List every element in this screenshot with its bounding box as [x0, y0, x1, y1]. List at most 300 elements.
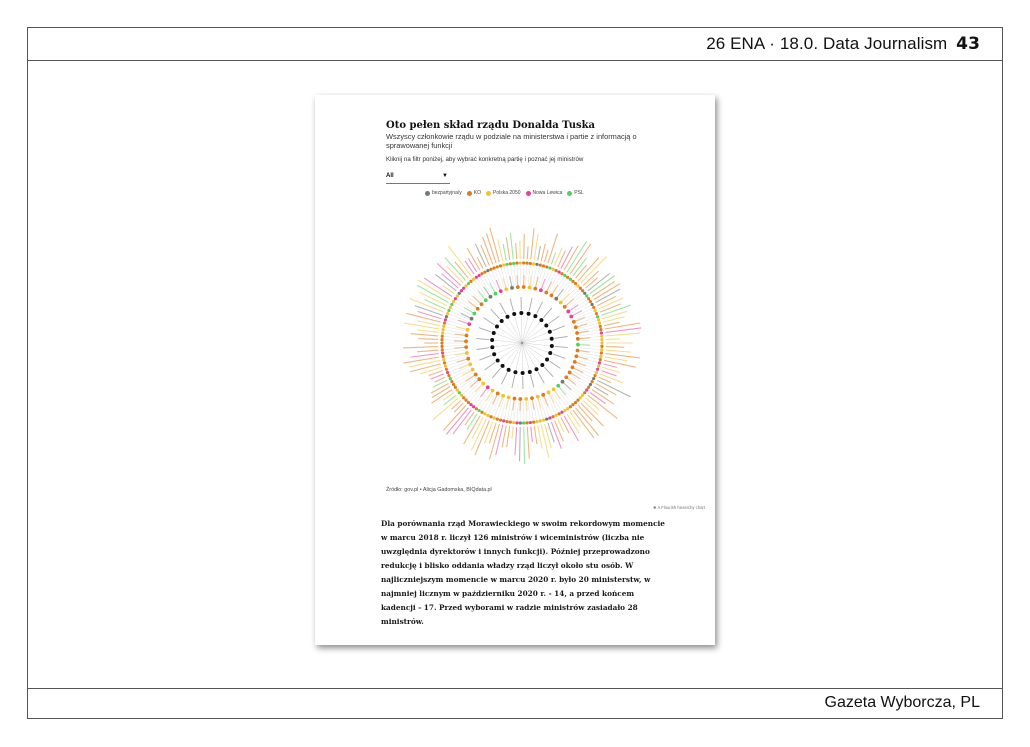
leaf-node — [542, 264, 545, 267]
leaf-node — [452, 300, 455, 303]
legend-item[interactable] — [467, 190, 481, 196]
leaf-label-mark — [444, 395, 456, 405]
leaf-link — [569, 377, 586, 389]
article-body: Dla porównania rząd Morawieckiego w swoim rekordowym momencie w marcu 2018 r. liczył 126 ministrów i wiceministrów (liczba nie uwzględnia dyrektorów i innych funkcji). Później przeprowadzono redukcję i blisko oddania władzy rząd liczył około stu osób. W najliczniejszym momencie w marcu 2020 r. było 20 ministerstw, w najmniej licznym w październiku 2020 r. - 14, a przed końcem kadencji - 17. Przed wyborami w radzie ministrów zasiadało 28 ministrów. — [381, 519, 665, 626]
leaf-link — [447, 317, 467, 324]
leaf-node — [585, 388, 588, 391]
leaf-node — [443, 361, 446, 364]
ministry-node — [507, 368, 511, 372]
ministry-node — [492, 352, 496, 356]
leaf-label-mark — [570, 412, 580, 427]
leaf-label-mark — [446, 408, 468, 435]
leaf-node — [599, 325, 602, 328]
leaf-label-mark — [603, 364, 617, 367]
leaf-link — [578, 320, 598, 326]
leaf-node — [535, 420, 538, 423]
leaf-label-mark — [606, 350, 631, 352]
leaf-node — [598, 322, 601, 325]
leaf-link — [580, 340, 601, 341]
leaf-link — [467, 287, 482, 302]
leaf-label-mark — [465, 412, 474, 425]
leaf-node — [545, 417, 548, 420]
leaf-label-mark — [545, 250, 548, 262]
leaf-node — [569, 278, 572, 281]
leaf-link — [580, 336, 601, 338]
leaf-node — [475, 276, 478, 279]
leaf-link — [456, 299, 473, 311]
party-label-mark — [538, 397, 541, 409]
leaf-label-mark — [538, 426, 542, 449]
leaf-label-mark — [600, 374, 623, 383]
ministry-node — [506, 315, 510, 319]
ministry-label-mark — [501, 373, 507, 385]
leaf-node — [539, 264, 542, 267]
leaf-label-mark — [424, 300, 445, 309]
leaf-node — [458, 292, 461, 295]
leaf-link — [572, 373, 590, 384]
ministry-node — [550, 344, 554, 348]
leaf-node — [587, 297, 590, 300]
leaf-link — [447, 362, 467, 369]
ministry-label-mark — [529, 298, 532, 311]
article-subtitle: Wszyscy członkowie rządu w podziale na ministerstwa i partie z informacją o sprawowanej funkcji — [386, 132, 637, 150]
leaf-label-mark — [417, 350, 438, 352]
party-label-mark — [561, 294, 569, 303]
leaf-link — [467, 384, 482, 399]
leaf-label-mark — [604, 322, 619, 325]
leaf-link — [561, 284, 575, 300]
leaf-node — [554, 414, 557, 417]
leaf-label-mark — [467, 414, 477, 430]
legend-swatch — [526, 191, 531, 196]
leaf-node — [458, 391, 461, 394]
leaf-label-mark — [551, 252, 555, 264]
leaf-node — [539, 419, 542, 422]
leaf-label-mark — [445, 258, 466, 281]
leaf-link — [561, 386, 575, 402]
leaf-node — [597, 318, 600, 321]
leaf-label-mark — [410, 354, 438, 358]
leaf-node — [452, 383, 455, 386]
slide-header — [28, 28, 1002, 61]
leaf-label-mark — [512, 427, 513, 440]
leaf-node — [450, 303, 453, 306]
leaf-link — [464, 289, 479, 303]
leaf-node — [583, 391, 586, 394]
leaf-node — [585, 294, 588, 297]
party-label-mark — [458, 320, 469, 324]
ministry-label-mark — [512, 375, 515, 388]
party-label-mark — [578, 338, 590, 339]
leaf-label-mark — [548, 234, 558, 263]
ministry-label-mark — [476, 338, 489, 339]
leaf-label-mark — [590, 276, 615, 294]
ministry-node — [512, 312, 516, 316]
party-label-mark — [517, 275, 518, 287]
leaf-link — [477, 278, 489, 295]
leaf-link — [469, 386, 483, 402]
ministry-node — [519, 311, 523, 315]
leaf-label-mark — [555, 420, 564, 441]
leaf-node — [595, 371, 598, 374]
leaf-node — [475, 407, 478, 410]
party-label-mark — [510, 276, 512, 288]
leaf-node — [486, 414, 489, 417]
leaf-label-mark — [534, 426, 537, 444]
leaf-node — [551, 268, 554, 271]
legend-label: bezpartyjna/y — [432, 190, 462, 196]
legend-item[interactable] — [486, 190, 521, 196]
leaf-label-mark — [524, 427, 525, 464]
leaf-link — [517, 401, 518, 422]
leaf-link — [458, 377, 475, 389]
leaf-node — [478, 409, 481, 412]
leaf-node — [446, 371, 449, 374]
party-label-mark — [454, 347, 466, 348]
party-node — [572, 320, 576, 324]
leaf-link — [579, 327, 600, 331]
flourish-credit-text: A Flourish hierarchy chart — [657, 505, 705, 510]
leaf-node — [587, 386, 590, 389]
leaf-node — [592, 306, 595, 309]
leaf-link — [559, 282, 572, 298]
ministry-link — [521, 313, 522, 343]
leaf-label-mark — [527, 427, 529, 459]
party-legend — [425, 190, 625, 196]
leaf-label-mark — [417, 285, 448, 302]
party-label-mark — [558, 386, 566, 395]
leaf-label-mark — [403, 347, 438, 348]
leaf-node — [592, 377, 595, 380]
leaf-node — [444, 318, 447, 321]
ministry-node — [548, 330, 552, 334]
leaf-node — [563, 409, 566, 412]
leaf-link — [443, 340, 464, 341]
leaf-label-mark — [558, 251, 566, 267]
leaf-link — [567, 379, 583, 392]
party-node — [468, 362, 472, 366]
leaf-link — [577, 317, 597, 324]
ministry-label-mark — [543, 308, 551, 318]
leaf-node — [447, 374, 450, 377]
leaf-label-mark — [443, 392, 454, 400]
ministry-link — [522, 339, 552, 343]
leaf-link — [567, 294, 583, 307]
leaf-link — [462, 381, 478, 395]
ministry-link — [522, 314, 529, 343]
leaf-link — [444, 330, 465, 334]
leaf-label-mark — [443, 405, 465, 430]
leaf-link — [553, 392, 564, 410]
leaf-node — [597, 365, 600, 368]
leaf-label-mark — [605, 328, 641, 333]
leaf-node — [496, 417, 499, 420]
ministry-node — [527, 312, 531, 316]
leaf-node — [557, 412, 560, 415]
leaf-link — [530, 265, 533, 286]
leaf-node — [449, 377, 452, 380]
leaf-link — [469, 284, 483, 300]
leaf-label-mark — [606, 347, 624, 348]
leaf-label-mark — [454, 403, 463, 412]
ministry-label-mark — [510, 299, 513, 312]
leaf-node — [499, 264, 502, 267]
legend-label: Nowa Lewica — [532, 190, 563, 196]
leaf-node — [472, 405, 475, 408]
leaf-node — [480, 272, 483, 275]
leaf-label-mark — [410, 364, 441, 372]
leaf-node — [472, 278, 475, 281]
leaf-link — [514, 264, 516, 285]
leaf-link — [553, 276, 564, 294]
leaf-node — [489, 268, 492, 271]
leaf-link — [445, 355, 466, 359]
leaf-label-mark — [531, 427, 533, 442]
ministry-node — [534, 367, 538, 371]
footer-source: Gazeta Wyborcza, PL — [824, 694, 980, 711]
leaf-link — [559, 388, 572, 404]
leaf-label-mark — [586, 278, 598, 289]
leaf-link — [542, 269, 549, 289]
leaf-label-mark — [431, 383, 448, 392]
filter-instruction: Kliknij na filtr poniżej, aby wybrać konkretną partię i poznać jej ministrów — [386, 156, 584, 163]
leaf-node — [598, 361, 601, 364]
leaf-label-mark — [605, 354, 640, 358]
leaf-link — [460, 379, 476, 392]
leaf-link — [501, 267, 507, 287]
ministry-node — [540, 363, 544, 367]
leaf-node — [478, 274, 481, 277]
leaf-node — [593, 374, 596, 377]
leaf-link — [566, 291, 582, 305]
leaf-link — [578, 357, 598, 362]
leaf-node — [444, 365, 447, 368]
page-number: 43 — [956, 34, 980, 54]
slide-footer — [28, 688, 1002, 718]
legend-item[interactable] — [567, 190, 583, 196]
leaf-link — [564, 383, 579, 397]
leaf-node — [483, 271, 486, 274]
legend-swatch — [486, 191, 491, 196]
leaf-node — [449, 306, 452, 309]
leaf-link — [528, 401, 530, 422]
leaf-node — [499, 418, 502, 421]
leaf-link — [579, 353, 600, 357]
leaf-label-mark — [516, 243, 517, 259]
leaf-node — [599, 358, 602, 361]
leaf-node — [447, 309, 450, 312]
ministry-label-mark — [479, 328, 491, 332]
ministry-label-mark — [553, 354, 565, 358]
leaf-label-mark — [453, 410, 471, 434]
leaf-label-mark — [555, 248, 562, 266]
leaf-node — [569, 405, 572, 408]
ministry-link — [522, 332, 550, 343]
leaf-label-mark — [541, 244, 545, 261]
leaf-link — [557, 280, 570, 297]
ministry-label-mark — [476, 348, 489, 350]
chevron-down-icon: ▼ — [442, 173, 448, 179]
ministry-node — [490, 338, 494, 342]
leaf-link — [569, 297, 586, 309]
government-radial-chart — [400, 203, 645, 483]
leaf-link — [472, 282, 485, 298]
leaf-node — [486, 269, 489, 272]
ministry-label-mark — [537, 302, 543, 314]
leaf-link — [480, 276, 491, 294]
leaf-node — [566, 276, 569, 279]
legend-swatch — [467, 191, 472, 196]
leaf-label-mark — [507, 426, 510, 447]
flourish-credit[interactable]: ✱ A Flourish hierarchy chart — [653, 505, 705, 510]
leaf-label-mark — [531, 228, 534, 259]
leaf-link — [458, 297, 475, 309]
leaf-link — [443, 345, 464, 346]
leaf-label-mark — [510, 233, 513, 260]
leaf-label-mark — [506, 237, 509, 260]
leaf-node — [596, 315, 599, 318]
leaf-link — [494, 397, 501, 417]
leaf-link — [460, 294, 476, 307]
leaf-link — [472, 388, 485, 404]
leaf-node — [445, 315, 448, 318]
ministry-node — [492, 331, 496, 335]
ministry-link — [522, 343, 523, 373]
leaf-label-mark — [561, 417, 569, 433]
ministry-link — [498, 343, 522, 361]
legend-label: KO — [473, 190, 481, 196]
party-filter-dropdown[interactable] — [386, 173, 450, 184]
leaf-node — [548, 266, 551, 269]
leaf-label-mark — [578, 258, 599, 281]
ministry-label-mark — [544, 367, 553, 377]
leaf-node — [560, 272, 563, 275]
party-node — [470, 317, 474, 321]
party-node — [571, 365, 575, 369]
leaf-link — [443, 336, 464, 338]
leaf-node — [502, 419, 505, 422]
leaf-link — [577, 362, 597, 369]
leaf-node — [502, 264, 505, 267]
ministry-label-mark — [500, 303, 506, 314]
leaf-label-mark — [424, 278, 452, 297]
party-label-mark — [574, 317, 585, 322]
leaf-node — [509, 421, 512, 424]
leaf-node — [505, 420, 508, 423]
leaf-link — [446, 320, 466, 326]
leaf-node — [493, 266, 496, 269]
leaf-node — [591, 303, 594, 306]
legend-item[interactable] — [425, 190, 462, 196]
leaf-label-mark — [567, 241, 587, 272]
leaf-label-mark — [418, 339, 438, 340]
ministry-label-mark — [550, 361, 561, 368]
ministry-node — [490, 345, 494, 349]
leaf-link — [555, 391, 567, 408]
ministry-node — [521, 371, 525, 375]
party-node — [569, 315, 573, 319]
legend-label: Polska 2050 — [492, 190, 521, 196]
leaf-link — [444, 350, 465, 353]
leaf-node — [442, 355, 445, 358]
leaf-label-mark — [481, 245, 490, 265]
ministry-node — [548, 351, 552, 355]
leaf-label-mark — [496, 425, 503, 455]
leaf-node — [596, 368, 599, 371]
leaf-label-mark — [520, 427, 521, 461]
leaf-label-mark — [406, 313, 440, 322]
leaf-link — [580, 333, 601, 336]
ministry-link — [522, 325, 546, 343]
leaf-label-mark — [490, 228, 500, 262]
ministry-label-mark — [538, 372, 544, 383]
leaf-node — [589, 300, 592, 303]
leaf-node — [505, 263, 508, 266]
leaf-link — [510, 400, 513, 421]
legend-swatch — [425, 191, 430, 196]
ministry-node — [500, 319, 504, 323]
leaf-node — [591, 380, 594, 383]
leaf-label-mark — [581, 403, 603, 426]
leaf-link — [446, 360, 466, 366]
party-label-mark — [526, 399, 527, 411]
leaf-label-mark — [538, 246, 541, 260]
leaf-node — [446, 312, 449, 315]
leaf-label-mark — [411, 334, 439, 336]
leaf-label-mark — [541, 425, 549, 458]
leaf-label-mark — [594, 387, 608, 396]
leaf-label-mark — [605, 357, 627, 361]
leaf-label-mark — [503, 244, 506, 260]
leaf-label-mark — [524, 234, 525, 259]
leaf-label-mark — [452, 401, 461, 410]
party-label-mark — [530, 276, 532, 288]
legend-item[interactable] — [526, 190, 563, 196]
leaf-label-mark — [534, 234, 538, 260]
ministry-node — [513, 370, 517, 374]
ministry-link — [494, 343, 522, 354]
header-title: 26 ENA · 18.0. Data Journalism — [706, 34, 948, 53]
leaf-link — [570, 299, 587, 311]
header-text — [706, 34, 980, 54]
leaf-label-mark — [464, 416, 480, 444]
leaf-node — [454, 297, 457, 300]
party-node — [544, 291, 548, 295]
leaf-label-mark — [527, 246, 528, 259]
leaf-label-mark — [597, 296, 616, 305]
leaf-node — [563, 274, 566, 277]
ministry-label-mark — [549, 316, 560, 324]
leaf-node — [442, 358, 445, 361]
party-label-mark — [571, 311, 582, 317]
leaf-node — [456, 388, 459, 391]
leaf-node — [551, 415, 554, 418]
leaf-label-mark — [502, 426, 506, 448]
leaf-link — [443, 348, 464, 350]
ministry-label-mark — [555, 337, 568, 339]
party-label-mark — [459, 364, 470, 369]
ministry-node — [545, 358, 549, 362]
ministry-label-mark — [484, 318, 495, 325]
leaf-label-mark — [433, 398, 458, 420]
party-label-mark — [478, 291, 486, 300]
ministry-label-mark — [485, 362, 496, 370]
leaf-node — [450, 380, 453, 383]
ministry-label-mark — [553, 326, 565, 331]
leaf-node — [599, 355, 602, 358]
leaf-label-mark — [606, 333, 640, 336]
leaf-label-mark — [437, 263, 461, 285]
